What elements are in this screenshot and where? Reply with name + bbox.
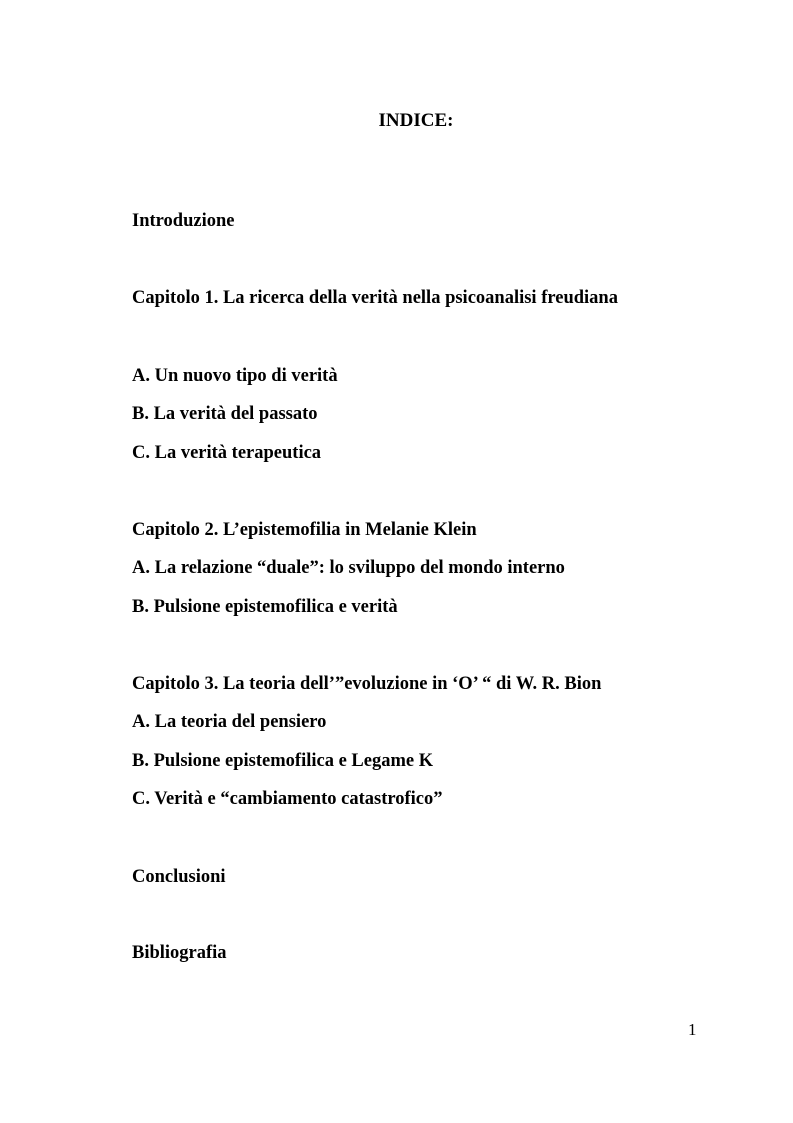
toc-entry-chapter-3: Capitolo 3. La teoria dell’”evoluzione in ‘O’ “ di W. R. Bion (132, 674, 602, 694)
toc-entry-chapter-2-a: A. La relazione “duale”: lo sviluppo del mondo interno (132, 558, 565, 578)
toc-entry-chapter-3-b: B. Pulsione epistemofilica e Legame K (132, 751, 434, 771)
page-title: INDICE: (378, 110, 454, 131)
toc-entry-chapter-3-c: C. Verità e “cambiamento catastrofico” (132, 789, 443, 809)
page-number: 1 (688, 1020, 697, 1039)
toc-entry-conclusioni: Conclusioni (132, 867, 226, 887)
toc-entry-chapter-1-b: B. La verità del passato (132, 404, 318, 424)
toc-entry-chapter-1: Capitolo 1. La ricerca della verità nella psicoanalisi freudiana (132, 288, 618, 308)
toc-entry-introduzione: Introduzione (132, 211, 235, 231)
toc-entry-chapter-3-a: A. La teoria del pensiero (132, 712, 327, 732)
toc-entry-bibliografia: Bibliografia (132, 943, 227, 963)
toc-entry-chapter-2: Capitolo 2. L’epistemofilia in Melanie Klein (132, 520, 477, 540)
toc-entry-chapter-2-b: B. Pulsione epistemofilica e verità (132, 597, 398, 617)
toc-entry-chapter-1-a: A. Un nuovo tipo di verità (132, 366, 338, 386)
toc-entry-chapter-1-c: C. La verità terapeutica (132, 443, 322, 463)
